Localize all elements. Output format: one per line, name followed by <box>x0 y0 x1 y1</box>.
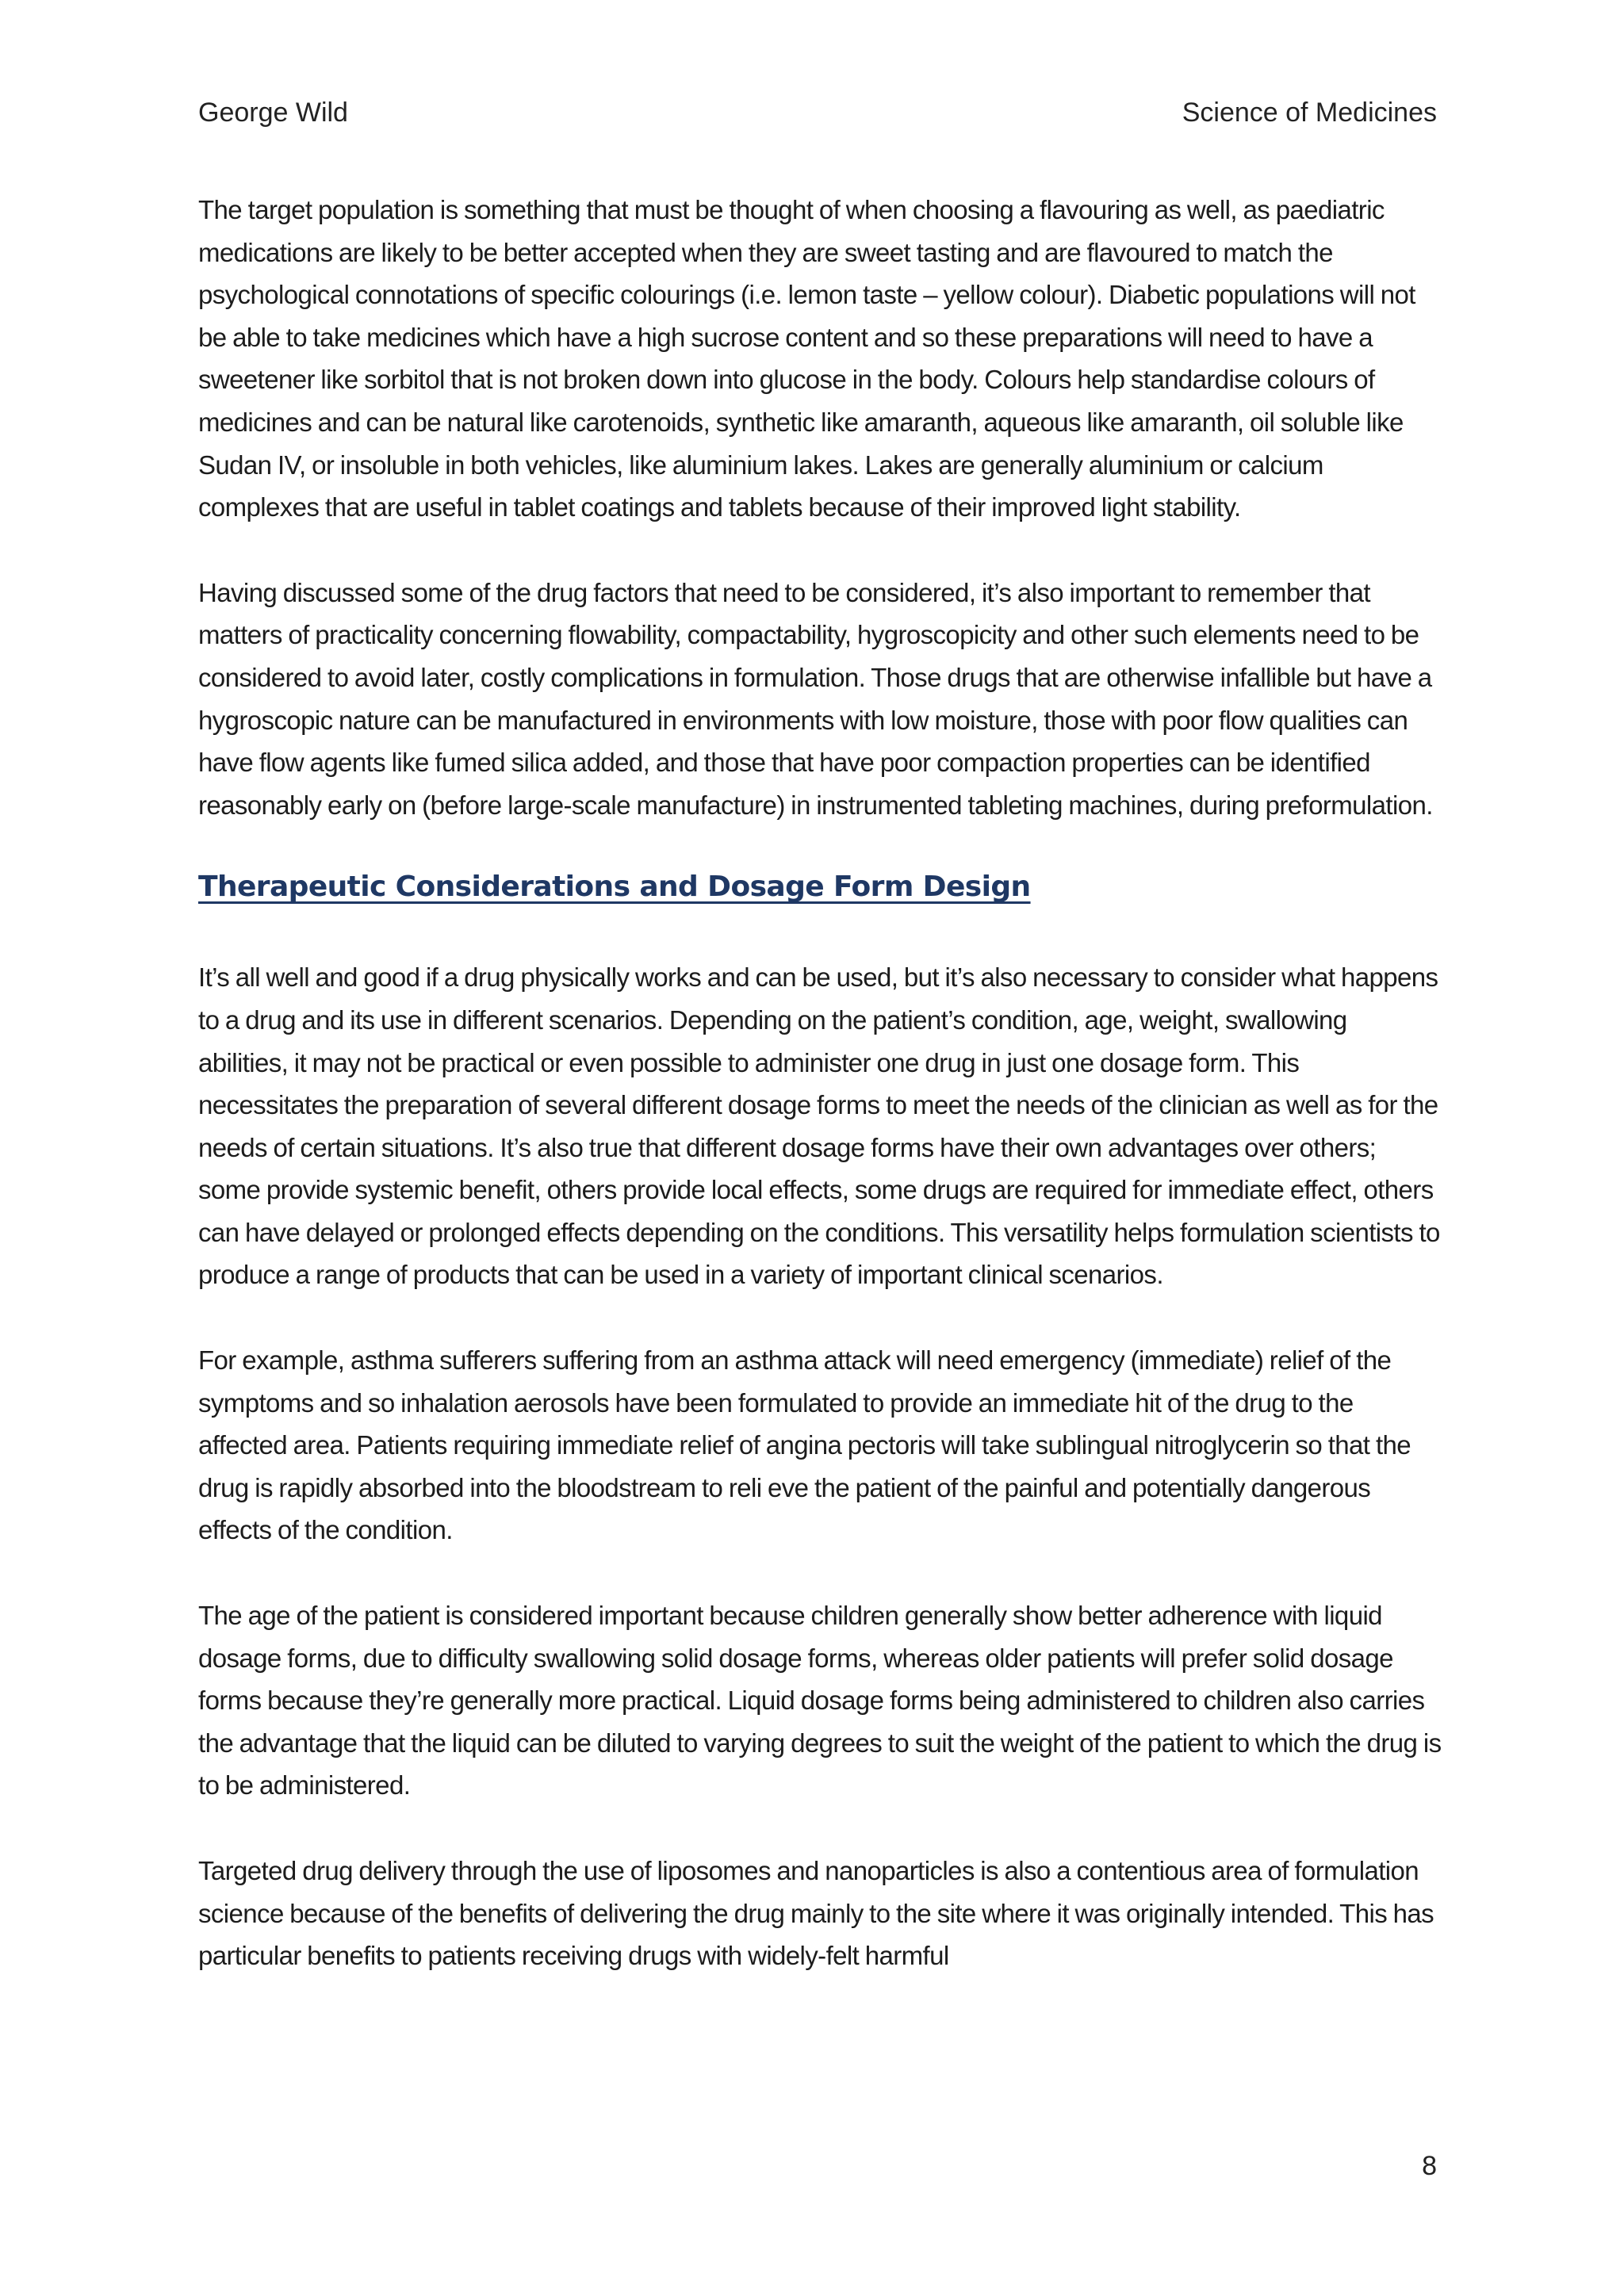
page-number: 8 <box>1422 2151 1437 2181</box>
section-heading: Therapeutic Considerations and Dosage Form Design <box>198 871 1031 904</box>
paragraph-target-population: The target population is something that must be thought of when choosing a flavouring as well, as paediatric medications are likely to be better accepted when they are sweet tasting and are flavoured to match the psychological connotations of specific colourings (i.e. lemon taste – yellow colour). Diabetic populations will not be able to take medicines which have a high sucrose content and so these preparations will need to have a sweetener like sorbitol that is not broken down into glucose in the body. Colours help standardise colours of medicines and can be natural like carotenoids, synthetic like amaranth, aqueous like amaranth, oil soluble like Sudan IV, or insoluble in both vehicles, like aluminium lakes. Lakes are generally aluminium or calcium complexes that are useful in tablet coatings and tablets because of their improved light stability. <box>198 195 1415 522</box>
document-body <box>198 189 1442 2020</box>
paragraph-practicality: Having discussed some of the drug factors that need to be considered, it’s also important to remember that matters of practicality concerning flowability, compactability, hygroscopicity and other such elements need to be considered to avoid later, costly complications in formulation. Those drugs that are otherwise infallible but have a hygroscopic nature can be manufactured in environments with low moisture, those with poor flow qualities can have flow agents like fumed silica added, and those that have poor compaction properties can be identified reasonably early on (before large-scale manufacture) in instrumented tableting machines, during preformulation. <box>198 577 1433 820</box>
paragraph-patient-age: The age of the patient is considered important because children generally show better adherence with liquid dosage forms, due to difficulty swallowing solid dosage forms, whereas older patients will prefer solid dosage forms because they’re generally more practical. Liquid dosage forms being administered to children also carries the advantage that the liquid can be diluted to varying degrees to suit the weight of the patient to which the drug is to be administered. <box>198 1601 1442 1800</box>
paragraph-asthma-example: For example, asthma sufferers suffering from an asthma attack will need emergency (immediate) relief of the symptoms and so inhalation aerosols have been formulated to provide an immediate hit of the drug to the affected area. Patients requiring immediate relief of angina pectoris will take sublingual nitroglycerin so that the drug is rapidly absorbed into the bloodstream to reli eve the patient of the painful and potentially dangerous effects of the condition. <box>198 1345 1411 1545</box>
paragraph-targeted-delivery: Targeted drug delivery through the use of liposomes and nanoparticles is also a contentious area of formulation science because of the benefits of delivering the drug mainly to the site where it was originally intended. This has particular benefits to patients receiving drugs with widely-felt harmful <box>198 1856 1434 1971</box>
header-course-title: Science of Medicines <box>1182 98 1437 128</box>
header-author: George Wild <box>198 98 348 128</box>
paragraph-dosage-forms: It’s all well and good if a drug physically works and can be used, but it’s also necessary to consider what happens to a drug and its use in different scenarios. Depending on the patient’s condition, age, weight, swallowing abilities, it may not be practical or even possible to administer one drug in just one dosage form. This necessitates the preparation of several different dosage forms to meet the needs of the clinician as well as for the needs of certain situations. It’s also true that different dosage forms have their own advantages over others; some provide systemic benefit, others provide local effects, some drugs are required for immediate effect, others can have delayed or prolonged effects depending on the conditions. This versatility helps formulation scientists to produce a range of products that can be used in a variety of important clinical scenarios. <box>198 962 1440 1290</box>
